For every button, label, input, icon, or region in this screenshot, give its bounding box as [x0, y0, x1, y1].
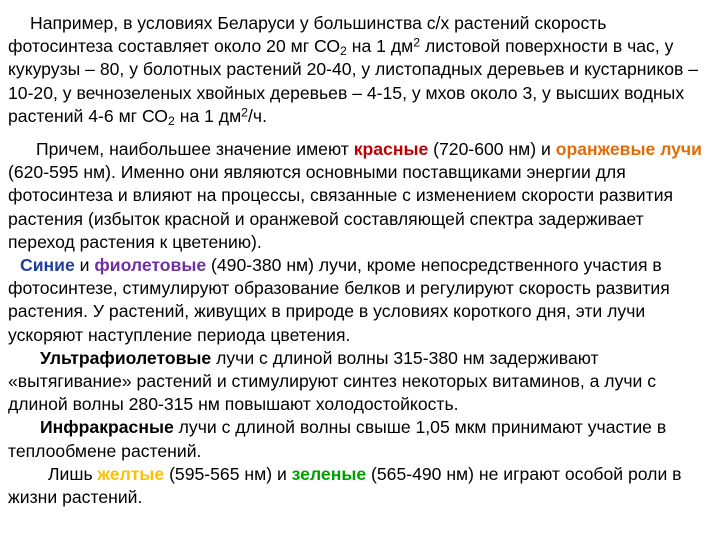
paragraph-yellow-green-rays [8, 463, 712, 509]
yellow-word: желтые [97, 463, 165, 484]
p6-mid: (595-565 нм) и [164, 463, 292, 484]
p1-subscript-2: 2 [168, 113, 175, 128]
paragraph-red-orange-rays [8, 138, 712, 254]
paragraph-photosynthesis-rates [8, 12, 712, 128]
p2-mid: (720-600 нм) и [428, 139, 556, 160]
ultraviolet-word: Ультрафиолетовые [40, 347, 212, 368]
p2-lead: Причем, наибольшее значение имеют [36, 139, 354, 160]
p3-and: и [74, 255, 95, 276]
p3-rest: (490-380 нм) лучи, кроме непосредственного участия в фотосинтезе, стимулируют образование белков и регулируют скорость развития растения. У растений, живущих в природе в условиях короткого дня, эти лучи ускоряют наступление периода цветения. [8, 255, 670, 345]
paragraph-infrared-rays [8, 416, 712, 462]
green-word: зеленые [291, 463, 367, 484]
red-word: красные [353, 139, 429, 160]
p1-superscript-1: 2 [413, 35, 421, 50]
p1-text-3: листовой поверхности в час, у кукурузы – 80, у болотных растений 20-40, у листопадных деревьев и кустарников – 10-20, у вечнозеленых хвойных деревьев – 4-15, у мхов около 3, у высших водных растений 4-6 мг СО [8, 36, 699, 126]
violet-word: фиолетовые [94, 255, 207, 276]
p6-rest: (565-490 нм) не играют особой роли в жизни растений. [8, 463, 682, 508]
p1-text-4: на 1 дм [174, 105, 242, 126]
p2-rest: (620-595 нм). Именно они являются основными поставщиками энергии для фотосинтеза и влияют на процессы, связанные с изменением скорости развития растения (избыток красной и оранжевой составляющей спектра задерживает переход растения к цветению). [8, 162, 674, 252]
p6-lead: Лишь [48, 463, 98, 484]
orange-rays-words: оранжевые лучи [555, 139, 702, 160]
blue-word: Синие [20, 255, 75, 276]
infrared-word: Инфракрасные [40, 417, 174, 438]
p4-rest: лучи с длиной волны 315-380 нм задерживают «вытягивание» растений и стимулируют синтез некоторых витаминов, а лучи с длиной волны 280-315 нм повышают холодостойкость. [8, 347, 657, 415]
p1-text-1: Например, в условиях Беларуси у большинства с/х растений скорость фотосинтеза составляет около 20 мг СО [8, 13, 607, 57]
paragraph-blue-violet-rays [8, 254, 712, 347]
p1-text-5: /ч. [248, 105, 267, 126]
paragraph-ultraviolet-rays [8, 347, 712, 417]
p1-text-2: на 1 дм [346, 36, 414, 57]
p1-subscript-1: 2 [340, 44, 347, 59]
p1-superscript-2: 2 [241, 105, 249, 120]
p5-rest: лучи с длиной волны свыше 1,05 мкм принимают участие в теплообмене растений. [8, 417, 667, 461]
